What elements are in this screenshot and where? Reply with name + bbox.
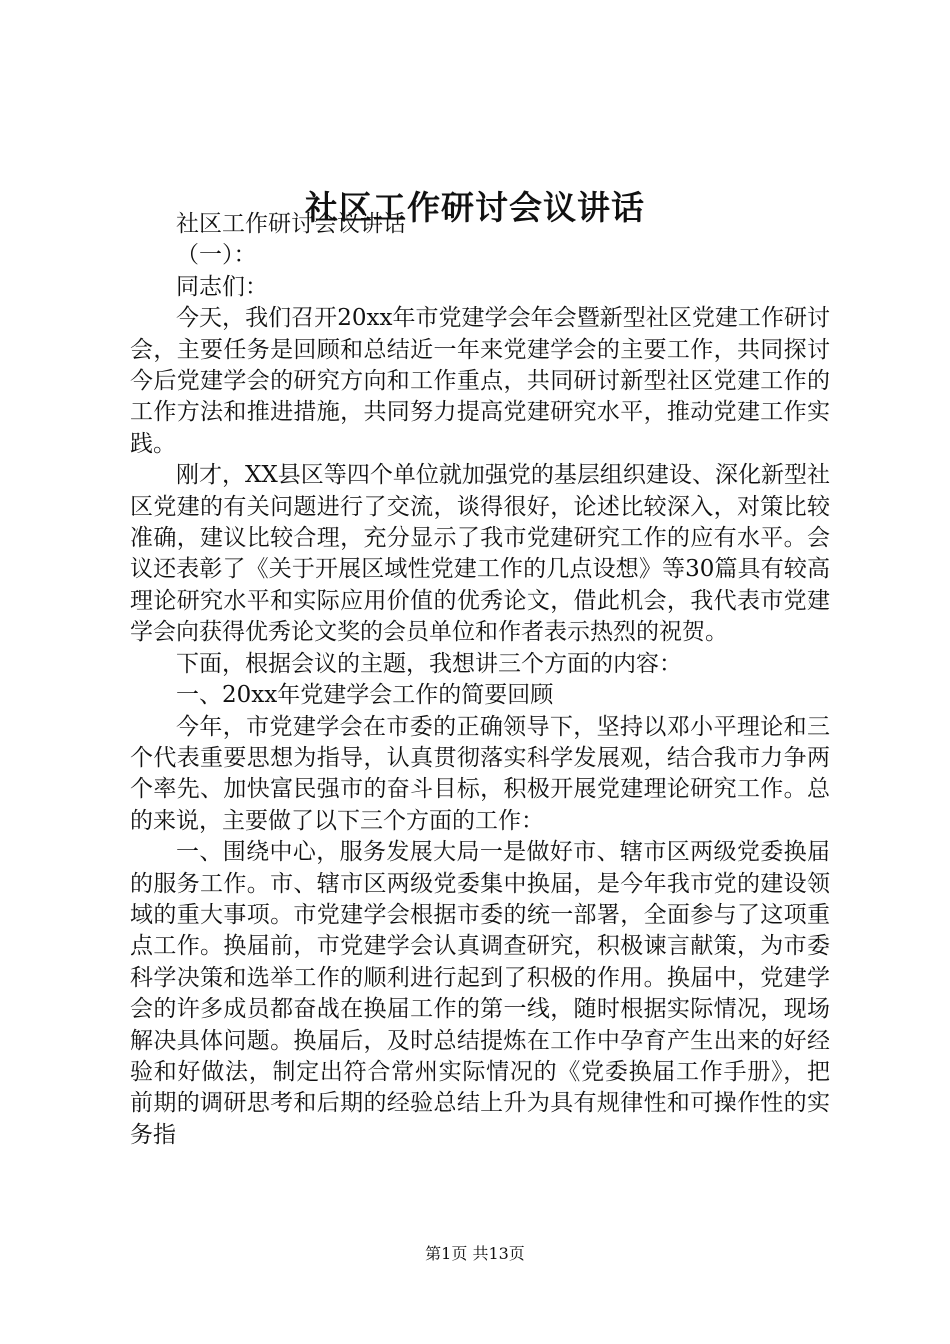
document-body [130, 209, 830, 1151]
paragraph: 一、围绕中心，服务发展大局一是做好市、辖市区两级党委换届的服务工作。市、辖市区两级党委集中换届，是今年我市党的建设领域的重大事项。市党建学会根据市委的统一部署，全面参与了这项重点工作。换届前，市党建学会认真调查研究，积极谏言献策，为市委科学决策和选举工作的顺利进行起到了积极的作用。换届中，党建学会的许多成员都奋战在换届工作的第一线，随时根据实际情况，现场解决具体问题。换届后，及时总结提炼在工作中孕育产生出来的好经验和好做法，制定出符合常州实际情况的《党委换届工作手册》，把前期的调研思考和后期的经验总结上升为具有规律性和可操作性的实务指 [130, 839, 830, 1148]
section-heading: 一、20xx年党建学会工作的简要回顾 [176, 682, 554, 709]
paragraph: 同志们： [176, 273, 268, 300]
paragraph: 下面，根据会议的主题，我想讲三个方面的内容： [176, 650, 682, 677]
paragraph: 今天，我们召开20xx年市党建学会年会暨新型社区党建工作研讨会，主要任务是回顾和总结近一年来党建学会的主要工作，共同探讨今后党建学会的研究方向和工作重点，共同研讨新型社区党建工作的工作方法和推进措施，共同努力提高党建研究水平，推动党建工作实践。 [130, 305, 830, 457]
paragraph: （一）： [176, 242, 257, 269]
paragraph: 今年，市党建学会在市委的正确领导下，坚持以邓小平理论和三个代表重要思想为指导，认真贯彻落实科学发展观，结合我市力争两个率先、加快富民强市的奋斗目标，积极开展党建理论研究工作。总的来说，主要做了以下三个方面的工作： [130, 713, 830, 834]
page-footer: 第1页 共13页 [425, 1244, 525, 1263]
paragraph: 社区工作研讨会议讲话 [176, 211, 406, 237]
paragraph: 刚才，XX县区等四个单位就加强党的基层组织建设、深化新型社区党建的有关问题进行了交流，谈得很好，论述比较深入，对策比较准确，建议比较合理，充分显示了我市党建研究工作的应有水平。会议还表彰了《关于开展区域性党建工作的几点设想》等30篇具有较高理论研究水平和实际应用价值的优秀论文，借此机会，我代表市党建学会向获得优秀论文奖的会员单位和作者表示热烈的祝贺。 [130, 462, 830, 646]
document-title: 社区工作研讨会议讲话 [305, 188, 645, 227]
